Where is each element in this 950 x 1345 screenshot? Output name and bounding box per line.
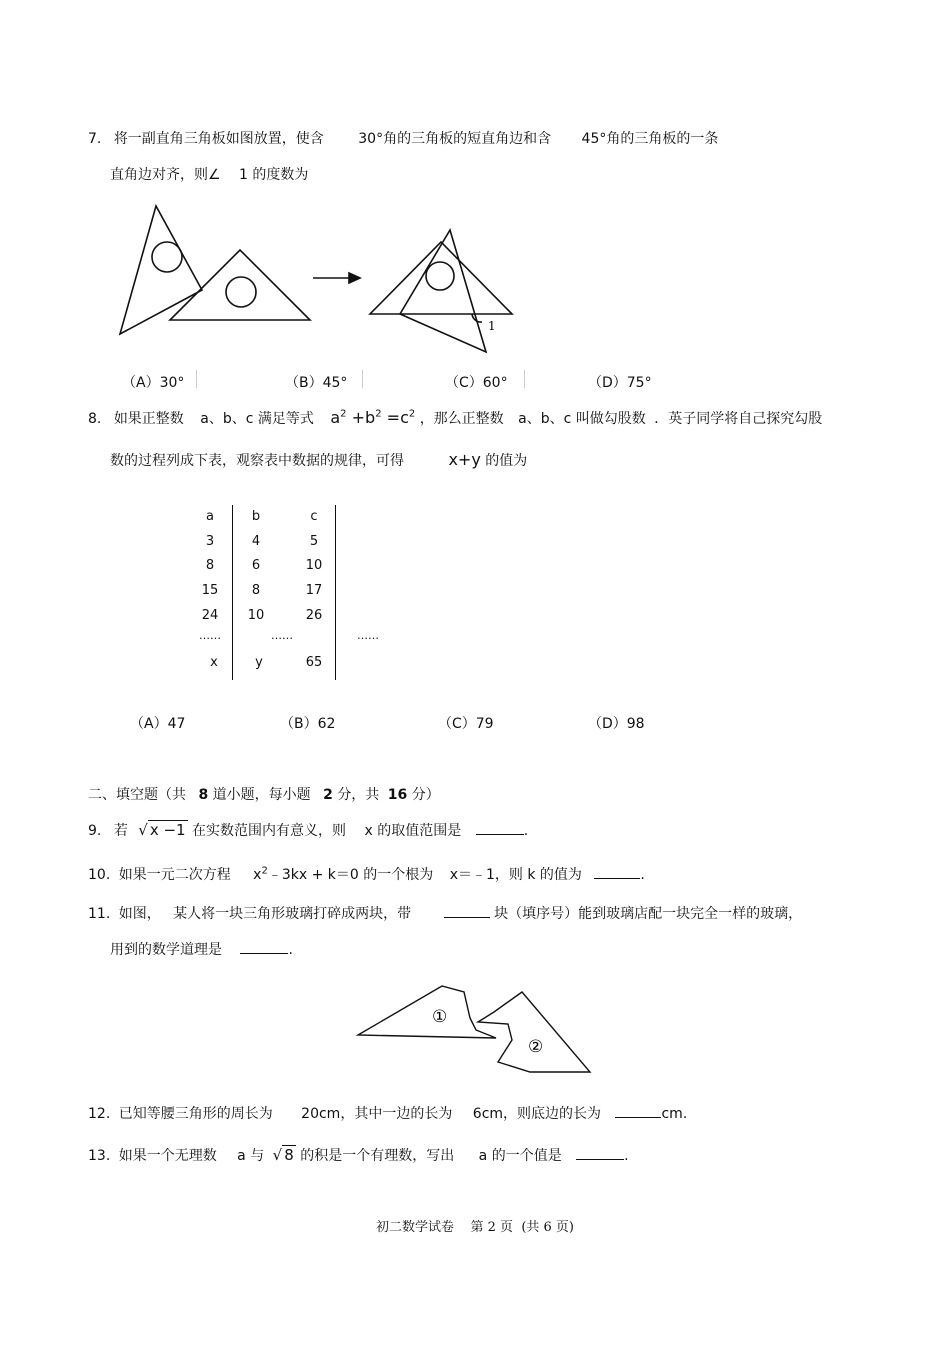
- divider: [196, 370, 197, 388]
- arrow-head-icon: [349, 273, 360, 283]
- table-cell: x: [210, 655, 218, 670]
- q7-number: 7.: [88, 131, 102, 147]
- table-cell: 4: [251, 534, 261, 549]
- q8-expression: x+y: [448, 450, 481, 469]
- q12-line: 12. 已知等腰三角形的周长为 20cm，其中一边的长为 6cm，则底边的长为 cm.: [88, 1103, 687, 1123]
- q11-glass-piece-2: [478, 992, 590, 1072]
- table-cell: y: [255, 655, 263, 670]
- table-cell: 65: [305, 655, 323, 670]
- table-cell: 15: [201, 583, 219, 598]
- page-footer: 初二数学试卷 第 2 页 (共 6 页): [375, 1220, 574, 1235]
- table-header-b: b: [251, 509, 261, 524]
- q13-line: 13. 如果一个无理数 a 与 √ 8 的积是一个有理数，写出 a 的一个值是 .: [88, 1146, 629, 1164]
- table-cell: 5: [309, 534, 319, 549]
- q8-line1: [88, 408, 822, 428]
- sqrt-icon: √ 8: [272, 1146, 294, 1164]
- q7-text-1c: 45°角的三角板的一条: [581, 131, 719, 147]
- q8-text-1b: a、b、c 满足等式: [200, 411, 314, 427]
- q13-answer-blank[interactable]: [576, 1145, 624, 1160]
- q11-answer-blank-2[interactable]: [240, 939, 288, 954]
- q8-line2: [110, 450, 527, 470]
- q7-combined-30deg: [400, 230, 486, 352]
- q8-option-a: （A）47: [130, 716, 186, 732]
- q7-line2: [110, 164, 308, 184]
- q7-option-b: （B）45°: [285, 375, 348, 391]
- table-ellipsis: ……: [357, 629, 379, 642]
- q7-option-d: （D）75°: [588, 375, 652, 391]
- table-cell: 24: [201, 608, 219, 623]
- q11-answer-blank-1[interactable]: [444, 903, 490, 918]
- q8-option-d: （D）98: [588, 716, 645, 732]
- q13-number: 13.: [88, 1148, 111, 1164]
- q13-radicand: 8: [284, 1146, 294, 1164]
- q7-option-c: （C）60°: [445, 375, 508, 391]
- q8-data-table: [190, 505, 390, 680]
- table-cell: 10: [247, 608, 265, 623]
- q8-text-1e: ．英子同学将自己探究勾股: [654, 411, 823, 427]
- q9-number: 9.: [88, 823, 102, 839]
- q7-text-2b: 1 的度数为: [239, 167, 309, 183]
- q7-text-1a: 将一副直角三角板如图放置，使含: [113, 131, 324, 147]
- q7-hole-circle: [226, 277, 256, 307]
- q9-answer-blank[interactable]: [476, 820, 524, 835]
- table-header-a: a: [206, 509, 214, 524]
- q7-text-2a: 直角边对齐，则∠: [110, 167, 221, 183]
- q8-option-b: （B）62: [280, 716, 336, 732]
- table-divider: [335, 505, 336, 680]
- q8-text-1c: ，那么正整数: [419, 411, 504, 427]
- section-2-heading: 二、填空题（共 8 道小题，每小题 2 分，共 16 分）: [88, 787, 440, 803]
- q11-glass-piece-1: [358, 986, 496, 1038]
- q8-text-2a: 数的过程列成下表，观察表中数据的规律，可得: [110, 453, 404, 469]
- q8-equation: $a^2 +b^2 =c^2$: [330, 408, 416, 427]
- q7-hole-circle: [426, 262, 454, 290]
- q11-broken-glass-figure: [350, 980, 600, 1080]
- divider: [362, 370, 363, 388]
- q7-angle-label: 1: [488, 319, 496, 333]
- q8-text-1a: 如果正整数: [113, 411, 184, 427]
- table-header-c: c: [310, 509, 318, 524]
- q11-line1: 11. 如图， 某人将一块三角形玻璃打碎成两块，带 块（填序号）能到玻璃店配一块完全一样的玻璃，: [88, 903, 802, 923]
- q7-line1: [88, 128, 718, 148]
- table-ellipsis: ……: [199, 629, 221, 642]
- divider: [524, 370, 525, 388]
- table-cell: 8: [205, 558, 215, 573]
- q8-number: 8.: [88, 411, 102, 427]
- table-divider: [232, 505, 233, 680]
- q10-number: 10.: [88, 867, 111, 883]
- sqrt-icon: √ x −1: [138, 821, 186, 839]
- q8-text-2b: 的值为: [485, 453, 528, 469]
- q8-option-c: （C）79: [438, 716, 494, 732]
- table-cell: 6: [251, 558, 261, 573]
- table-cell: 3: [205, 534, 215, 549]
- q7-option-a: （A）30°: [122, 375, 185, 391]
- q11-piece-1-label: ①: [432, 1007, 448, 1027]
- table-cell: 17: [305, 583, 323, 598]
- table-cell: 26: [305, 608, 323, 623]
- q10-equation: $x^2﹣3kx + k=0$ 的一个根为: [253, 865, 434, 883]
- table-ellipsis: ……: [271, 629, 293, 642]
- q12-answer-blank[interactable]: [615, 1103, 661, 1118]
- q11-number: 11.: [88, 906, 111, 922]
- q11-piece-2-label: ②: [528, 1037, 544, 1057]
- q7-45deg-set-square: [170, 250, 310, 320]
- q12-number: 12.: [88, 1106, 111, 1122]
- q9-line: 9. 若 √ x −1 在实数范围内有意义，则 x 的取值范围是 .: [88, 821, 529, 839]
- q9-radicand: x −1: [149, 821, 186, 839]
- q7-triangle-figure: [110, 200, 530, 360]
- q11-line2: 用到的数学道理是 .: [110, 939, 293, 959]
- q10-answer-blank[interactable]: [594, 864, 640, 879]
- q8-text-1d: a、b、c 叫做勾股数: [518, 411, 646, 427]
- q7-text-1b: 30°角的三角板的短直角边和含: [358, 131, 552, 147]
- q7-combined-45deg: [370, 242, 512, 314]
- table-cell: 10: [305, 558, 323, 573]
- q7-hole-circle: [152, 242, 182, 272]
- q7-angle-arc: [472, 314, 482, 322]
- q10-line: 10. 如果一元二次方程 $x^2﹣3kx + k=0$ 的一个根为 x＝﹣1，则 k 的值为 .: [88, 865, 645, 883]
- table-cell: 8: [251, 583, 261, 598]
